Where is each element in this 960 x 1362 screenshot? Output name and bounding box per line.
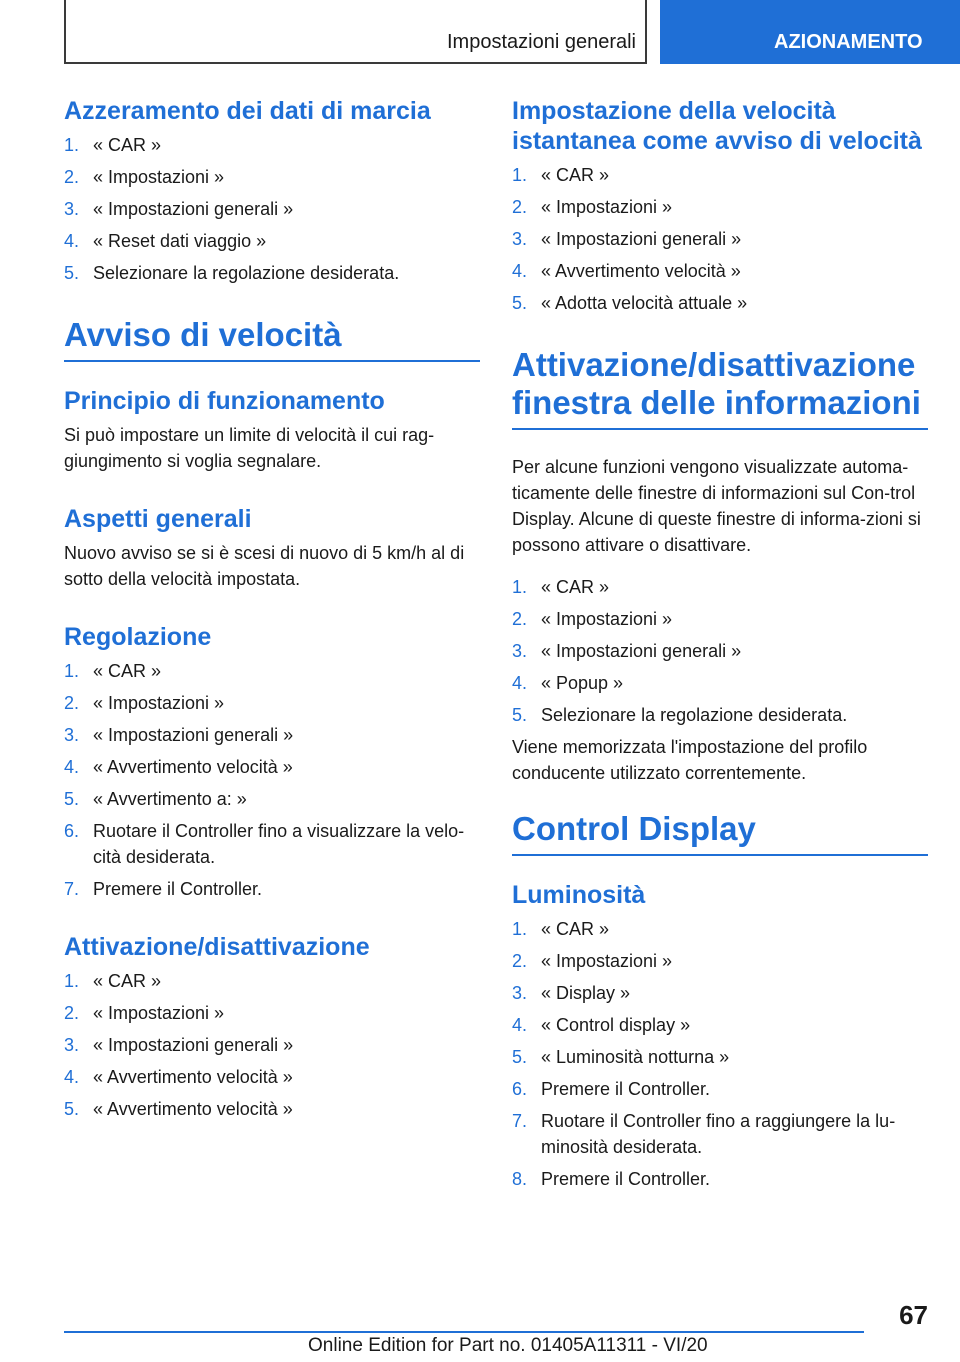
heading-impostazione: Impostazione della velocità istantanea come avviso di velocità bbox=[512, 97, 922, 155]
chapter-heading-avviso: Avviso di velocità bbox=[64, 316, 480, 362]
step-number: 1. bbox=[512, 577, 528, 597]
step-text: « Popup » bbox=[541, 673, 624, 693]
step-text: Premere il Controller. bbox=[93, 879, 263, 899]
step-item bbox=[512, 916, 928, 942]
step-text: « Control display » bbox=[541, 1015, 691, 1035]
steps-luminosita bbox=[512, 916, 928, 1192]
step-text: « Impostazioni » bbox=[93, 167, 225, 187]
step-number: 3. bbox=[64, 725, 80, 745]
step-text: Premere il Controller. bbox=[541, 1079, 711, 1099]
header-chapter-tab: AZIONAMENTO bbox=[660, 0, 960, 64]
step-item bbox=[64, 968, 480, 994]
footer-divider bbox=[64, 1331, 864, 1333]
step-text: « CAR » bbox=[541, 165, 610, 185]
step-text: « CAR » bbox=[93, 135, 162, 155]
step-number: 5. bbox=[512, 293, 528, 313]
step-item bbox=[64, 658, 480, 684]
footer-edition: Online Edition for Part no. 01405A11311 - VI/20 bbox=[308, 1335, 708, 1356]
step-item bbox=[512, 1076, 928, 1102]
step-number: 3. bbox=[64, 1035, 80, 1055]
heading-aspetti: Aspetti generali bbox=[64, 505, 252, 533]
step-item bbox=[64, 690, 480, 716]
step-number: 2. bbox=[512, 951, 528, 971]
step-text: « Adotta velocità attuale » bbox=[541, 293, 748, 313]
heading-azzeramento: Azzeramento dei dati di marcia bbox=[64, 97, 431, 125]
heading-attivazione: Attivazione/disattivazione bbox=[64, 933, 370, 961]
step-item bbox=[64, 196, 480, 222]
step-item bbox=[512, 258, 928, 284]
step-item bbox=[512, 162, 928, 188]
step-item bbox=[64, 1032, 480, 1058]
step-item bbox=[64, 876, 480, 902]
step-item bbox=[512, 670, 928, 696]
text-aspetti: Nuovo avviso se si è scesi di nuovo di 5 km/h al di sotto della velocità impostata. bbox=[64, 543, 465, 589]
step-item bbox=[512, 980, 928, 1006]
step-text: Ruotare il Controller fino a raggiungere la lu-minosità desiderata. bbox=[541, 1111, 896, 1157]
step-number: 3. bbox=[512, 641, 528, 661]
heading-luminosita: Luminosità bbox=[512, 881, 646, 909]
step-text: Premere il Controller. bbox=[541, 1169, 711, 1189]
steps-regolazione bbox=[64, 658, 480, 902]
step-number: 5. bbox=[512, 1047, 528, 1067]
steps-azzeramento bbox=[64, 132, 480, 286]
step-number: 3. bbox=[64, 199, 80, 219]
step-text: « Impostazioni » bbox=[93, 1003, 225, 1023]
step-item bbox=[64, 260, 480, 286]
step-item bbox=[64, 228, 480, 254]
step-text: « Impostazioni » bbox=[541, 609, 673, 629]
page-number: 67 bbox=[899, 1300, 928, 1330]
step-number: 4. bbox=[512, 1015, 528, 1035]
step-text: Selezionare la regolazione desiderata. bbox=[541, 705, 848, 725]
step-item bbox=[64, 722, 480, 748]
step-item bbox=[64, 754, 480, 780]
step-item bbox=[64, 1096, 480, 1122]
step-number: 1. bbox=[64, 971, 80, 991]
step-text: « CAR » bbox=[93, 661, 162, 681]
step-number: 5. bbox=[512, 705, 528, 725]
step-item bbox=[64, 1000, 480, 1026]
text-principio: Si può impostare un limite di velocità il cui rag-giungimento si voglia segnalare. bbox=[64, 425, 435, 471]
step-item bbox=[64, 786, 480, 812]
step-item bbox=[64, 1064, 480, 1090]
step-number: 3. bbox=[512, 983, 528, 1003]
step-number: 7. bbox=[64, 879, 80, 899]
text-finestra: Per alcune funzioni vengono visualizzate automa-ticamente delle finestre di informazioni sul Con-trol Display. Alcune di queste finestre di informa-zioni si possono attivare o disattivare. bbox=[512, 457, 921, 555]
step-text: « Impostazioni generali » bbox=[93, 1035, 294, 1055]
step-number: 3. bbox=[512, 229, 528, 249]
step-item bbox=[512, 1044, 928, 1070]
step-item bbox=[512, 702, 928, 728]
step-text: « Avvertimento velocità » bbox=[93, 1099, 293, 1119]
step-number: 5. bbox=[64, 1099, 80, 1119]
header-section-title: Impostazioni generali bbox=[447, 31, 636, 53]
step-number: 4. bbox=[64, 1067, 80, 1087]
note-finestra: Viene memorizzata l'impostazione del profilo conducente utilizzato correntemente. bbox=[512, 737, 868, 783]
step-text: « CAR » bbox=[541, 577, 610, 597]
step-number: 6. bbox=[64, 821, 80, 841]
step-text: Ruotare il Controller fino a visualizzare la velo-cità desiderata. bbox=[93, 821, 465, 867]
step-number: 1. bbox=[512, 165, 528, 185]
right-column bbox=[512, 96, 928, 1198]
step-item bbox=[64, 818, 480, 870]
steps-attivazione bbox=[64, 968, 480, 1122]
step-number: 4. bbox=[64, 231, 80, 251]
step-item bbox=[512, 1012, 928, 1038]
step-text: « CAR » bbox=[93, 971, 162, 991]
step-text: « Avvertimento velocità » bbox=[93, 1067, 293, 1087]
step-item bbox=[64, 164, 480, 190]
chapter-heading-finestra: Attivazione/disattivazione finestra delle informazioni bbox=[512, 346, 928, 430]
step-number: 2. bbox=[64, 1003, 80, 1023]
step-item bbox=[512, 948, 928, 974]
step-text: « Impostazioni » bbox=[93, 693, 225, 713]
step-item bbox=[512, 290, 928, 316]
step-number: 5. bbox=[64, 263, 80, 283]
left-column bbox=[64, 96, 480, 1128]
step-text: « Luminosità notturna » bbox=[541, 1047, 730, 1067]
steps-finestra bbox=[512, 574, 928, 728]
step-number: 1. bbox=[512, 919, 528, 939]
step-item bbox=[512, 638, 928, 664]
step-number: 1. bbox=[64, 661, 80, 681]
chapter-heading-control-display: Control Display bbox=[512, 810, 928, 856]
steps-impostazione bbox=[512, 162, 928, 316]
step-text: « CAR » bbox=[541, 919, 610, 939]
step-number: 5. bbox=[64, 789, 80, 809]
step-text: « Impostazioni generali » bbox=[93, 199, 294, 219]
step-text: « Impostazioni generali » bbox=[541, 641, 742, 661]
step-item bbox=[512, 574, 928, 600]
step-number: 8. bbox=[512, 1169, 528, 1189]
step-text: « Display » bbox=[541, 983, 631, 1003]
step-item bbox=[512, 1108, 928, 1160]
step-text: Selezionare la regolazione desiderata. bbox=[93, 263, 400, 283]
step-text: « Impostazioni generali » bbox=[93, 725, 294, 745]
step-number: 7. bbox=[512, 1111, 528, 1131]
step-text: « Impostazioni » bbox=[541, 197, 673, 217]
step-number: 1. bbox=[64, 135, 80, 155]
step-number: 6. bbox=[512, 1079, 528, 1099]
step-number: 4. bbox=[512, 261, 528, 281]
step-number: 2. bbox=[64, 693, 80, 713]
step-text: « Avvertimento velocità » bbox=[93, 757, 293, 777]
step-number: 2. bbox=[64, 167, 80, 187]
step-number: 2. bbox=[512, 609, 528, 629]
step-text: « Avvertimento velocità » bbox=[541, 261, 741, 281]
step-text: « Avvertimento a: » bbox=[93, 789, 247, 809]
step-text: « Impostazioni » bbox=[541, 951, 673, 971]
heading-principio: Principio di funzionamento bbox=[64, 387, 385, 415]
step-number: 4. bbox=[512, 673, 528, 693]
heading-regolazione: Regolazione bbox=[64, 623, 212, 651]
step-number: 4. bbox=[64, 757, 80, 777]
step-item bbox=[512, 606, 928, 632]
step-item bbox=[512, 226, 928, 252]
step-item bbox=[512, 1166, 928, 1192]
step-text: « Reset dati viaggio » bbox=[93, 231, 267, 251]
step-item bbox=[512, 194, 928, 220]
step-text: « Impostazioni generali » bbox=[541, 229, 742, 249]
step-item bbox=[64, 132, 480, 158]
step-number: 2. bbox=[512, 197, 528, 217]
